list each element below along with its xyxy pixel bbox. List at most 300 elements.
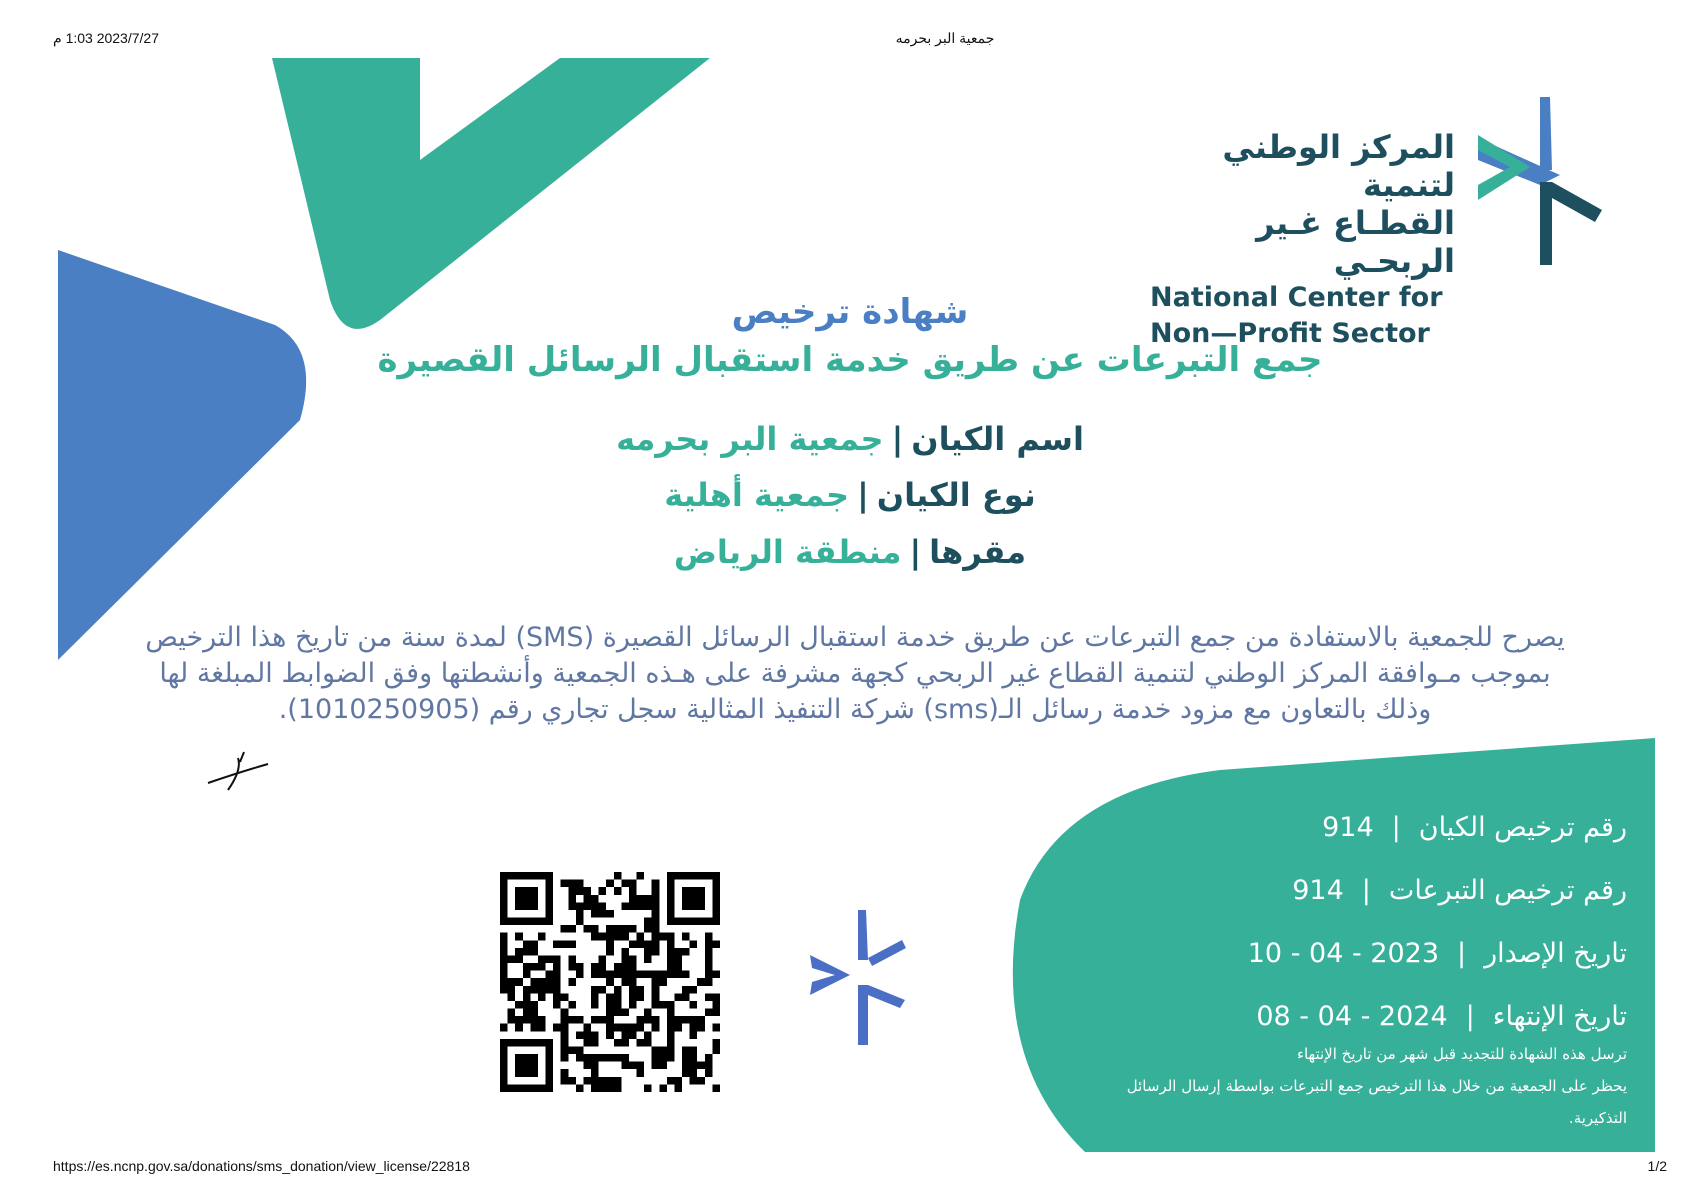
qr-module: [667, 1024, 675, 1032]
qr-module: [712, 872, 720, 880]
qr-module: [576, 1016, 584, 1024]
qr-module: [523, 1039, 531, 1047]
qr-module: [591, 971, 599, 979]
qr-module: [697, 895, 705, 903]
qr-module: [606, 1024, 614, 1032]
qr-module: [583, 895, 591, 903]
qr-module: [697, 918, 705, 926]
qr-module: [583, 1039, 591, 1047]
qr-module: [614, 971, 622, 979]
qr-module: [583, 1054, 591, 1062]
field-separator: |: [857, 476, 869, 514]
qr-module: [599, 963, 607, 971]
qr-module: [538, 1016, 546, 1024]
qr-module: [690, 1024, 698, 1032]
qr-module: [538, 993, 546, 1001]
qr-module: [690, 902, 698, 910]
qr-module: [599, 1077, 607, 1085]
qr-module: [568, 887, 576, 895]
qr-module: [637, 902, 645, 910]
qr-module: [530, 1001, 538, 1009]
field-label: نوع الكيان: [876, 476, 1036, 514]
qr-module: [583, 1024, 591, 1032]
qr-module: [621, 1039, 629, 1047]
qr-module: [637, 1039, 645, 1047]
qr-module: [690, 986, 698, 994]
qr-module: [644, 1016, 652, 1024]
qr-module: [546, 872, 554, 880]
qr-module: [629, 880, 637, 888]
note-line: التذكيرية.: [1568, 1109, 1627, 1127]
qr-module: [546, 1039, 554, 1047]
qr-module: [652, 971, 660, 979]
qr-module: [500, 895, 508, 903]
detail-separator: |: [1465, 1001, 1475, 1032]
qr-module: [561, 925, 569, 933]
qr-module: [629, 940, 637, 948]
qr-module: [546, 978, 554, 986]
qr-module: [561, 1069, 569, 1077]
qr-module: [629, 1001, 637, 1009]
qr-module: [712, 993, 720, 1001]
qr-module: [682, 1062, 690, 1070]
qr-module: [659, 1001, 667, 1009]
qr-module: [629, 978, 637, 986]
qr-module: [515, 948, 523, 956]
qr-module: [591, 910, 599, 918]
qr-module: [621, 1054, 629, 1062]
qr-module: [523, 895, 531, 903]
qr-module: [674, 918, 682, 926]
field-separator: |: [891, 420, 904, 458]
qr-module: [500, 978, 508, 986]
qr-module: [576, 902, 584, 910]
qr-module: [652, 993, 660, 1001]
qr-module: [553, 993, 561, 1001]
qr-module: [682, 918, 690, 926]
logo-arabic-line-1: المركز الوطني لتنمية: [1222, 128, 1455, 204]
qr-code[interactable]: [500, 872, 720, 1092]
qr-module: [644, 918, 652, 926]
qr-module: [500, 872, 508, 880]
qr-module: [538, 986, 546, 994]
qr-module: [667, 948, 675, 956]
qr-module: [523, 887, 531, 895]
qr-module: [697, 1016, 705, 1024]
logo-arabic-line-2: القطـاع غـير الربحـي: [1256, 204, 1455, 280]
qr-module: [546, 887, 554, 895]
qr-module: [690, 918, 698, 926]
qr-module: [629, 986, 637, 994]
entity-location-row: [0, 533, 1697, 571]
qr-module: [606, 940, 614, 948]
qr-module: [644, 895, 652, 903]
qr-module: [659, 1046, 667, 1054]
qr-module: [621, 955, 629, 963]
qr-module: [538, 872, 546, 880]
qr-module: [515, 1062, 523, 1070]
qr-module: [690, 1046, 698, 1054]
qr-module: [546, 955, 554, 963]
qr-module: [674, 948, 682, 956]
note-line: يحظر على الجمعية من خلال هذا الترخيص جمع التبرعات بواسطة إرسال الرسائل: [1126, 1077, 1627, 1095]
qr-module: [500, 948, 508, 956]
qr-module: [629, 1024, 637, 1032]
qr-module: [576, 887, 584, 895]
detail-value: 914: [1322, 812, 1374, 843]
qr-module: [705, 918, 713, 926]
qr-module: [599, 1016, 607, 1024]
qr-module: [659, 933, 667, 941]
qr-module: [712, 880, 720, 888]
detail-label: رقم ترخيص التبرعات: [1388, 875, 1627, 906]
qr-module: [682, 948, 690, 956]
qr-module: [530, 940, 538, 948]
qr-module: [682, 895, 690, 903]
qr-module: [652, 1024, 660, 1032]
qr-module: [637, 971, 645, 979]
qr-module: [712, 1024, 720, 1032]
qr-module: [508, 1009, 516, 1017]
qr-module: [591, 1077, 599, 1085]
qr-module: [591, 1062, 599, 1070]
qr-module: [644, 971, 652, 979]
detail-separator: |: [1361, 875, 1371, 906]
qr-module: [659, 1054, 667, 1062]
qr-module: [500, 963, 508, 971]
qr-module: [644, 948, 652, 956]
certificate-title: شهادة ترخيص: [731, 292, 969, 332]
qr-module: [508, 918, 516, 926]
qr-module: [530, 872, 538, 880]
qr-module: [667, 910, 675, 918]
qr-module: [500, 1046, 508, 1054]
qr-module: [508, 993, 516, 1001]
qr-module: [530, 1039, 538, 1047]
qr-module: [530, 918, 538, 926]
qr-module: [667, 1016, 675, 1024]
field-separator: |: [909, 533, 922, 571]
qr-module: [599, 910, 607, 918]
qr-module: [553, 963, 561, 971]
qr-module: [515, 872, 523, 880]
qr-module: [614, 925, 622, 933]
qr-module: [553, 986, 561, 994]
qr-module: [682, 1046, 690, 1054]
qr-code-image: [500, 872, 720, 1092]
qr-module: [690, 895, 698, 903]
qr-module: [523, 1062, 531, 1070]
qr-module: [682, 933, 690, 941]
qr-module: [682, 1069, 690, 1077]
qr-module: [621, 1062, 629, 1070]
detail-issue-date: [1040, 934, 1627, 997]
qr-module: [561, 1077, 569, 1085]
qr-module: [591, 986, 599, 994]
qr-module: [705, 971, 713, 979]
qr-module: [568, 963, 576, 971]
qr-module: [712, 1039, 720, 1047]
qr-module: [644, 1039, 652, 1047]
qr-module: [515, 1039, 523, 1047]
certificate-subtitle: جمع التبرعات عن طريق خدمة استقبال الرسائل القصيرة: [377, 340, 1323, 380]
field-value: منطقة الرياض: [673, 533, 902, 571]
qr-module: [621, 1031, 629, 1039]
qr-module: [515, 933, 523, 941]
qr-module: [606, 1016, 614, 1024]
qr-module: [606, 1084, 614, 1092]
qr-module: [500, 1024, 508, 1032]
qr-module: [652, 1046, 660, 1054]
qr-module: [705, 955, 713, 963]
qr-module: [538, 955, 546, 963]
qr-module: [705, 993, 713, 1001]
qr-module: [546, 1084, 554, 1092]
qr-module: [523, 1001, 531, 1009]
qr-module: [690, 1077, 698, 1085]
qr-module: [546, 1069, 554, 1077]
qr-module: [614, 872, 622, 880]
qr-module: [576, 1084, 584, 1092]
qr-module: [705, 948, 713, 956]
qr-module: [500, 955, 508, 963]
qr-module: [568, 1077, 576, 1085]
qr-module: [652, 933, 660, 941]
qr-module: [637, 1062, 645, 1070]
qr-module: [682, 902, 690, 910]
ncnp-star-logo-icon: [1478, 97, 1602, 265]
qr-module: [621, 963, 629, 971]
qr-module: [591, 1001, 599, 1009]
detail-separator: |: [1391, 812, 1401, 843]
qr-module: [553, 955, 561, 963]
qr-module: [614, 1001, 622, 1009]
qr-module: [690, 872, 698, 880]
qr-module: [637, 1024, 645, 1032]
qr-module: [697, 902, 705, 910]
qr-module: [576, 910, 584, 918]
qr-module: [515, 955, 523, 963]
qr-module: [606, 910, 614, 918]
qr-module: [621, 978, 629, 986]
qr-module: [682, 887, 690, 895]
qr-module: [614, 963, 622, 971]
qr-module: [674, 1024, 682, 1032]
qr-module: [667, 933, 675, 941]
qr-module: [561, 1016, 569, 1024]
qr-module: [530, 1084, 538, 1092]
qr-module: [690, 887, 698, 895]
qr-module: [621, 1009, 629, 1017]
qr-module: [659, 1084, 667, 1092]
qr-module: [583, 1031, 591, 1039]
qr-module: [599, 902, 607, 910]
qr-module: [705, 933, 713, 941]
qr-module: [606, 1031, 614, 1039]
qr-module: [515, 978, 523, 986]
qr-module: [561, 1009, 569, 1017]
qr-module: [644, 1031, 652, 1039]
qr-module: [538, 1039, 546, 1047]
field-label: اسم الكيان: [911, 420, 1084, 458]
qr-module: [690, 1062, 698, 1070]
page-url[interactable]: https://es.ncnp.gov.sa/donations/sms_donation/view_license/22818: [53, 1158, 470, 1174]
qr-module: [667, 918, 675, 926]
qr-module: [515, 887, 523, 895]
qr-module: [637, 895, 645, 903]
qr-module: [553, 940, 561, 948]
qr-module: [508, 1039, 516, 1047]
qr-module: [614, 1054, 622, 1062]
qr-module: [629, 963, 637, 971]
qr-module: [667, 971, 675, 979]
entity-name-row: [0, 420, 1697, 458]
qr-module: [667, 880, 675, 888]
qr-module: [583, 902, 591, 910]
qr-module: [637, 1069, 645, 1077]
qr-module: [591, 1054, 599, 1062]
qr-module: [652, 1001, 660, 1009]
qr-module: [530, 895, 538, 903]
qr-module: [515, 895, 523, 903]
qr-module: [682, 1054, 690, 1062]
detail-donation-license: [1040, 871, 1627, 934]
qr-module: [667, 887, 675, 895]
qr-module: [568, 1001, 576, 1009]
qr-module: [629, 993, 637, 1001]
qr-module: [674, 872, 682, 880]
qr-module: [644, 902, 652, 910]
qr-module: [690, 1054, 698, 1062]
qr-module: [667, 1031, 675, 1039]
qr-module: [576, 963, 584, 971]
qr-module: [523, 1009, 531, 1017]
qr-module: [705, 978, 713, 986]
qr-module: [712, 887, 720, 895]
qr-module: [629, 895, 637, 903]
qr-module: [523, 1069, 531, 1077]
qr-module: [637, 993, 645, 1001]
entity-type-row: [0, 476, 1697, 514]
qr-module: [712, 1001, 720, 1009]
qr-module: [530, 1069, 538, 1077]
qr-module: [546, 880, 554, 888]
qr-module: [652, 948, 660, 956]
body-line: وذلك بالتعاون مع مزود خدمة رسائل الـ(sms) شركة التنفيذ المثالية سجل تجاري رقم (1010250905).: [278, 694, 1432, 725]
qr-module: [637, 940, 645, 948]
qr-module: [523, 872, 531, 880]
qr-module: [500, 918, 508, 926]
qr-module: [705, 963, 713, 971]
qr-module: [538, 1084, 546, 1092]
qr-module: [546, 1054, 554, 1062]
qr-module: [599, 1084, 607, 1092]
qr-module: [614, 1024, 622, 1032]
field-label: مقرها: [929, 533, 1027, 571]
qr-module: [674, 955, 682, 963]
detail-label: تاريخ الإنتهاء: [1492, 1001, 1627, 1032]
qr-module: [674, 963, 682, 971]
qr-module: [546, 1062, 554, 1070]
qr-module: [591, 1039, 599, 1047]
qr-module: [523, 986, 531, 994]
qr-module: [553, 978, 561, 986]
qr-module: [606, 971, 614, 979]
logo-english-line-1: National Center for: [1150, 282, 1443, 313]
qr-module: [659, 1062, 667, 1070]
qr-module: [712, 902, 720, 910]
qr-module: [561, 1054, 569, 1062]
qr-module: [606, 933, 614, 941]
qr-module: [500, 933, 508, 941]
qr-module: [523, 940, 531, 948]
qr-module: [546, 1077, 554, 1085]
qr-module: [546, 910, 554, 918]
qr-module: [674, 993, 682, 1001]
qr-module: [500, 1084, 508, 1092]
qr-module: [621, 971, 629, 979]
qr-module: [697, 872, 705, 880]
qr-module: [614, 1039, 622, 1047]
qr-module: [515, 1054, 523, 1062]
qr-module: [682, 993, 690, 1001]
qr-module: [621, 933, 629, 941]
qr-module: [637, 986, 645, 994]
qr-module: [682, 971, 690, 979]
qr-module: [667, 963, 675, 971]
qr-module: [500, 1039, 508, 1047]
qr-module: [652, 902, 660, 910]
qr-module: [530, 902, 538, 910]
print-datetime: 2023/7/27 1:03 م: [53, 30, 159, 46]
qr-module: [652, 887, 660, 895]
qr-module: [599, 1054, 607, 1062]
qr-module: [553, 971, 561, 979]
qr-module: [674, 1016, 682, 1024]
qr-module: [523, 971, 531, 979]
qr-module: [530, 1016, 538, 1024]
qr-module: [508, 1084, 516, 1092]
qr-module: [667, 1009, 675, 1017]
qr-module: [500, 902, 508, 910]
qr-module: [705, 1009, 713, 1017]
qr-module: [538, 933, 546, 941]
qr-module: [523, 902, 531, 910]
qr-module: [606, 948, 614, 956]
detail-value: 914: [1292, 875, 1344, 906]
qr-module: [712, 918, 720, 926]
qr-module: [667, 955, 675, 963]
qr-module: [546, 971, 554, 979]
license-notes: [1040, 1038, 1627, 1134]
qr-module: [515, 1016, 523, 1024]
qr-module: [523, 993, 531, 1001]
qr-module: [621, 1024, 629, 1032]
qr-module: [659, 971, 667, 979]
qr-module: [629, 971, 637, 979]
qr-module: [591, 963, 599, 971]
qr-module: [583, 1077, 591, 1085]
qr-module: [568, 978, 576, 986]
qr-module: [606, 993, 614, 1001]
qr-module: [667, 1077, 675, 1085]
qr-module: [621, 902, 629, 910]
page-number: 1/2: [1647, 1158, 1667, 1174]
qr-module: [530, 1062, 538, 1070]
qr-module: [523, 963, 531, 971]
field-value: جمعية أهلية: [664, 476, 850, 514]
qr-module: [629, 1031, 637, 1039]
